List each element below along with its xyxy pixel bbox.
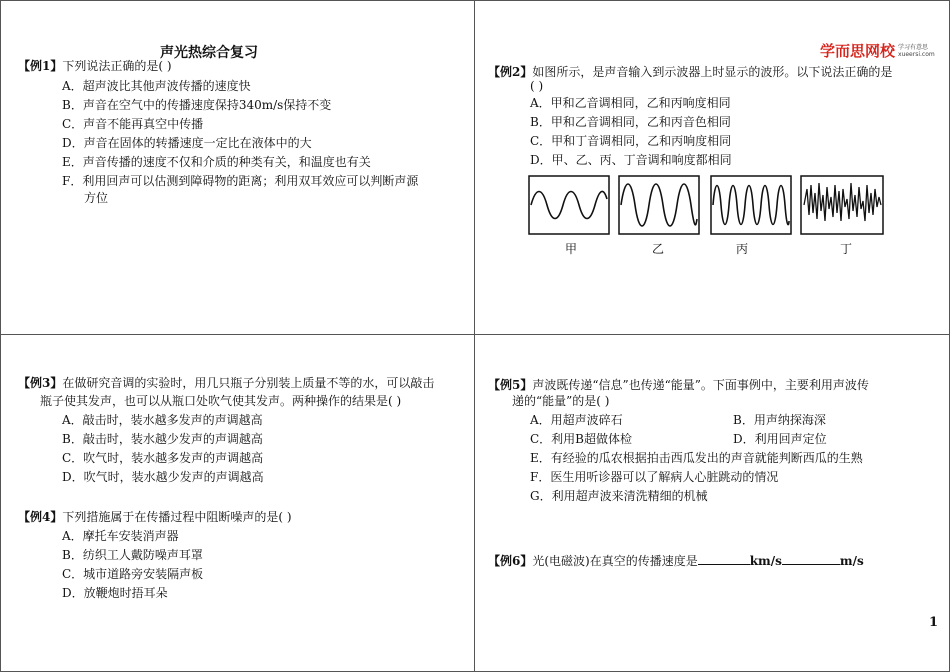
q1-option-d: D．声音在固体的转播速度一定比在液体中的大 [62,136,312,150]
q2-option-a: A．甲和乙音调相同，乙和丙响度相同 [530,96,731,110]
answer-blank-km[interactable] [698,552,750,565]
q4-option-b: B．纺织工人戴防噪声耳罩 [62,548,203,562]
wave-label-ding: 丁 [840,242,853,256]
q1-option-f-cont: 方位 [84,191,109,205]
unit-m-per-s: m/s [839,554,864,568]
horizontal-divider [0,334,950,335]
question-4-stem [18,508,292,526]
logo-url: xueersi.com [898,50,935,58]
wave-label-jia: 甲 [565,242,578,256]
question-1-text: 下列说法正确的是( ) [62,59,172,73]
wave-label-yi: 乙 [652,242,665,256]
q2-option-b: B．甲和乙音调相同，乙和丙音色相同 [530,115,731,129]
question-6-stem [488,552,864,570]
logo-text: 学而思网校 [820,42,896,60]
q5-option-c: C．利用B超做体检 [530,432,633,446]
question-1-stem [18,57,172,75]
question-3-stem-cont: 瓶子使其发声，也可以从瓶口处吹气使其发声。两种操作的结果是( ) [40,394,402,408]
q1-option-a: A．超声波比其他声波传播的速度快 [62,79,251,93]
question-4-text: 下列措施属于在传播过程中阻断噪声的是( ) [62,510,292,524]
waveform-bing [710,175,792,235]
q1-option-b: B．声音在空气中的传播速度保持340m/s保持不变 [62,98,332,112]
page-number: 1 [929,615,939,630]
question-5-text: 声波既传递“信息”也传递“能量”。下面事例中，主要利用声波传 [532,378,869,392]
question-1-label: 【例1】 [18,59,63,73]
wave-label-bing: 丙 [736,242,749,256]
q2-option-c: C．甲和丁音调相同，乙和丙响度相同 [530,134,732,148]
q3-option-a: A．敲击时，装水越多发声的声调越高 [62,413,263,427]
question-2-label: 【例2】 [488,65,533,79]
q3-option-c: C．吹气时，装水越多发声的声调越高 [62,451,264,465]
waveform-yi [618,175,700,235]
question-5-label: 【例5】 [488,378,533,392]
q2-option-d: D．甲、乙、丙、丁音调和响度都相同 [530,153,732,167]
q1-option-c: C．声音不能再真空中传播 [62,117,204,131]
xueersi-logo [820,40,935,61]
q1-option-e: E．声音传播的速度不仅和介质的种类有关，和温度也有关 [62,155,371,169]
question-4-label: 【例4】 [18,510,63,524]
q5-option-b: B．用声纳探海深 [733,413,826,427]
question-5-stem-cont: 递的“能量”的是( ) [512,394,610,408]
question-6-text: 光(电磁波)在真空的传播速度是 [532,554,698,568]
question-2-text: 如图所示，是声音输入到示波器上时显示的波形。以下说法正确的是 [532,65,893,79]
q1-option-f: F．利用回声可以估测到障碍物的距离；利用双耳效应可以判断声源 [62,174,419,188]
q5-option-f: F．医生用听诊器可以了解病人心脏跳动的情况 [530,470,779,484]
q3-option-b: B．敲击时，装水越少发声的声调越高 [62,432,263,446]
waveform-ding [800,175,884,235]
logo-subtext [898,44,935,58]
q3-option-d: D．吹气时，装水越少发声的声调越高 [62,470,264,484]
q5-option-e: E．有经验的瓜农根据拍击西瓜发出的声音就能判断西瓜的生熟 [530,451,863,465]
q5-option-a: A．用超声波碎石 [530,413,623,427]
question-2-stem-cont: ( ) [530,79,544,93]
q4-option-c: C．城市道路旁安装隔声板 [62,567,204,581]
logo-slogan: 学习有意思 [898,43,929,51]
q4-option-a: A．摩托车安装消声器 [62,529,179,543]
question-2-stem [488,63,892,81]
vertical-divider [474,0,475,672]
question-3-text: 在做研究音调的实验时，用几只瓶子分别装上质量不等的水，可以敲击 [62,376,435,390]
unit-km-per-s: km/s [749,554,782,568]
question-3-label: 【例3】 [18,376,63,390]
page-title: 声光热综合复习 [160,45,258,61]
answer-blank-m[interactable] [782,552,840,565]
question-6-label: 【例6】 [488,554,533,568]
waveform-jia [528,175,610,235]
q4-option-d: D．放鞭炮时捂耳朵 [62,586,168,600]
q5-option-g: G．利用超声波来清洗精细的机械 [530,489,708,503]
question-3-stem [18,374,434,392]
q5-option-d: D．利用回声定位 [733,432,827,446]
